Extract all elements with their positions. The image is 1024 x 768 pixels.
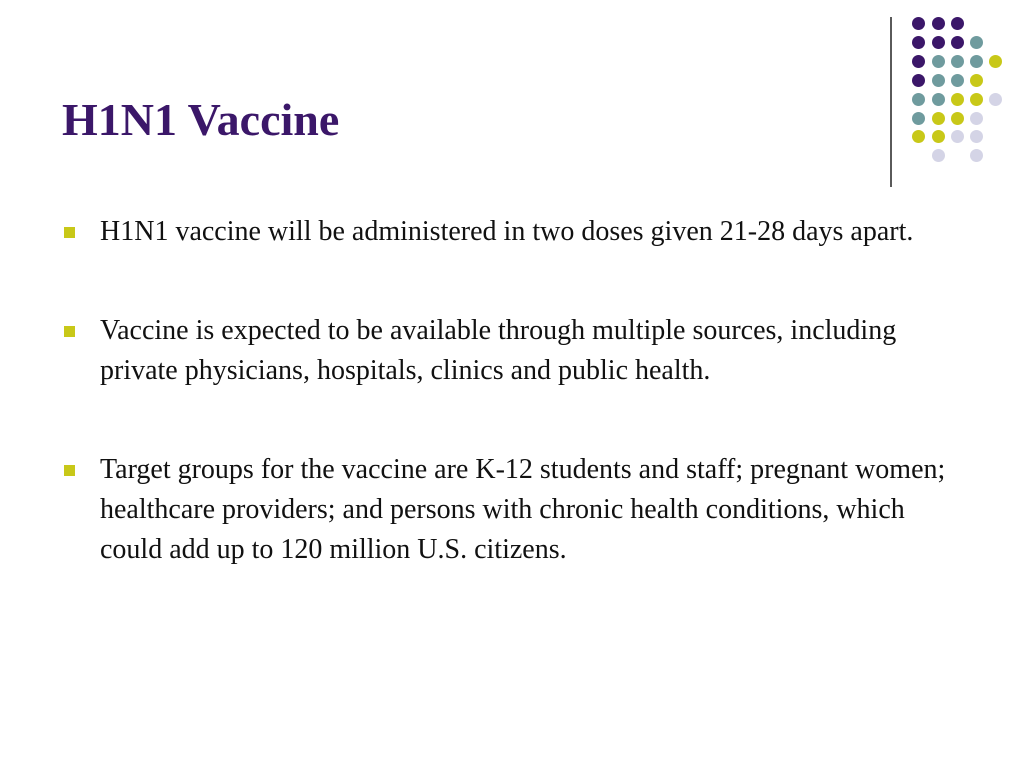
decorative-dot [951, 17, 964, 30]
vertical-divider [890, 17, 892, 187]
decorative-dot [951, 130, 964, 143]
decorative-dot [932, 93, 945, 106]
decorative-dot [989, 93, 1002, 106]
decorative-dot [932, 17, 945, 30]
decorative-dot [932, 74, 945, 87]
decorative-dot [912, 93, 925, 106]
decorative-dot [951, 112, 964, 125]
bullet-text: H1N1 vaccine will be administered in two doses given 21-28 days apart. [100, 216, 914, 247]
bullet-item [62, 450, 972, 570]
decorative-dot [912, 112, 925, 125]
decorative-dot [970, 112, 983, 125]
decorative-dot [970, 130, 983, 143]
bullet-text: Vaccine is expected to be available through multiple sources, including private physicians, hospitals, clinics and public health. [100, 315, 897, 386]
decorative-dot [970, 149, 983, 162]
decorative-dot [970, 36, 983, 49]
decorative-dot [970, 55, 983, 68]
decorative-dot [951, 55, 964, 68]
decorative-dot [912, 130, 925, 143]
decorative-dot [912, 36, 925, 49]
bullet-text: Target groups for the vaccine are K-12 students and staff; pregnant women; healthcare providers; and persons with chronic health conditions, which could add up to 120 million U.S. citizens. [100, 454, 946, 565]
decorative-dot [912, 55, 925, 68]
decorative-dot [912, 17, 925, 30]
decorative-dot [970, 74, 983, 87]
decorative-dot [932, 149, 945, 162]
slide-title: H1N1 Vaccine [62, 94, 340, 145]
bullet-list [62, 212, 972, 570]
decorative-dot [951, 93, 964, 106]
bullet-item [62, 212, 972, 252]
decorative-dot [932, 36, 945, 49]
decorative-dot [951, 36, 964, 49]
decorative-dot [970, 93, 983, 106]
decorative-dot [932, 55, 945, 68]
decorative-dot [951, 74, 964, 87]
square-bullet-icon [64, 465, 75, 476]
square-bullet-icon [64, 227, 75, 238]
bullet-item [62, 311, 972, 391]
decorative-dot [989, 55, 1002, 68]
decorative-dot [932, 130, 945, 143]
square-bullet-icon [64, 326, 75, 337]
decorative-dot [912, 74, 925, 87]
decorative-dot [932, 112, 945, 125]
